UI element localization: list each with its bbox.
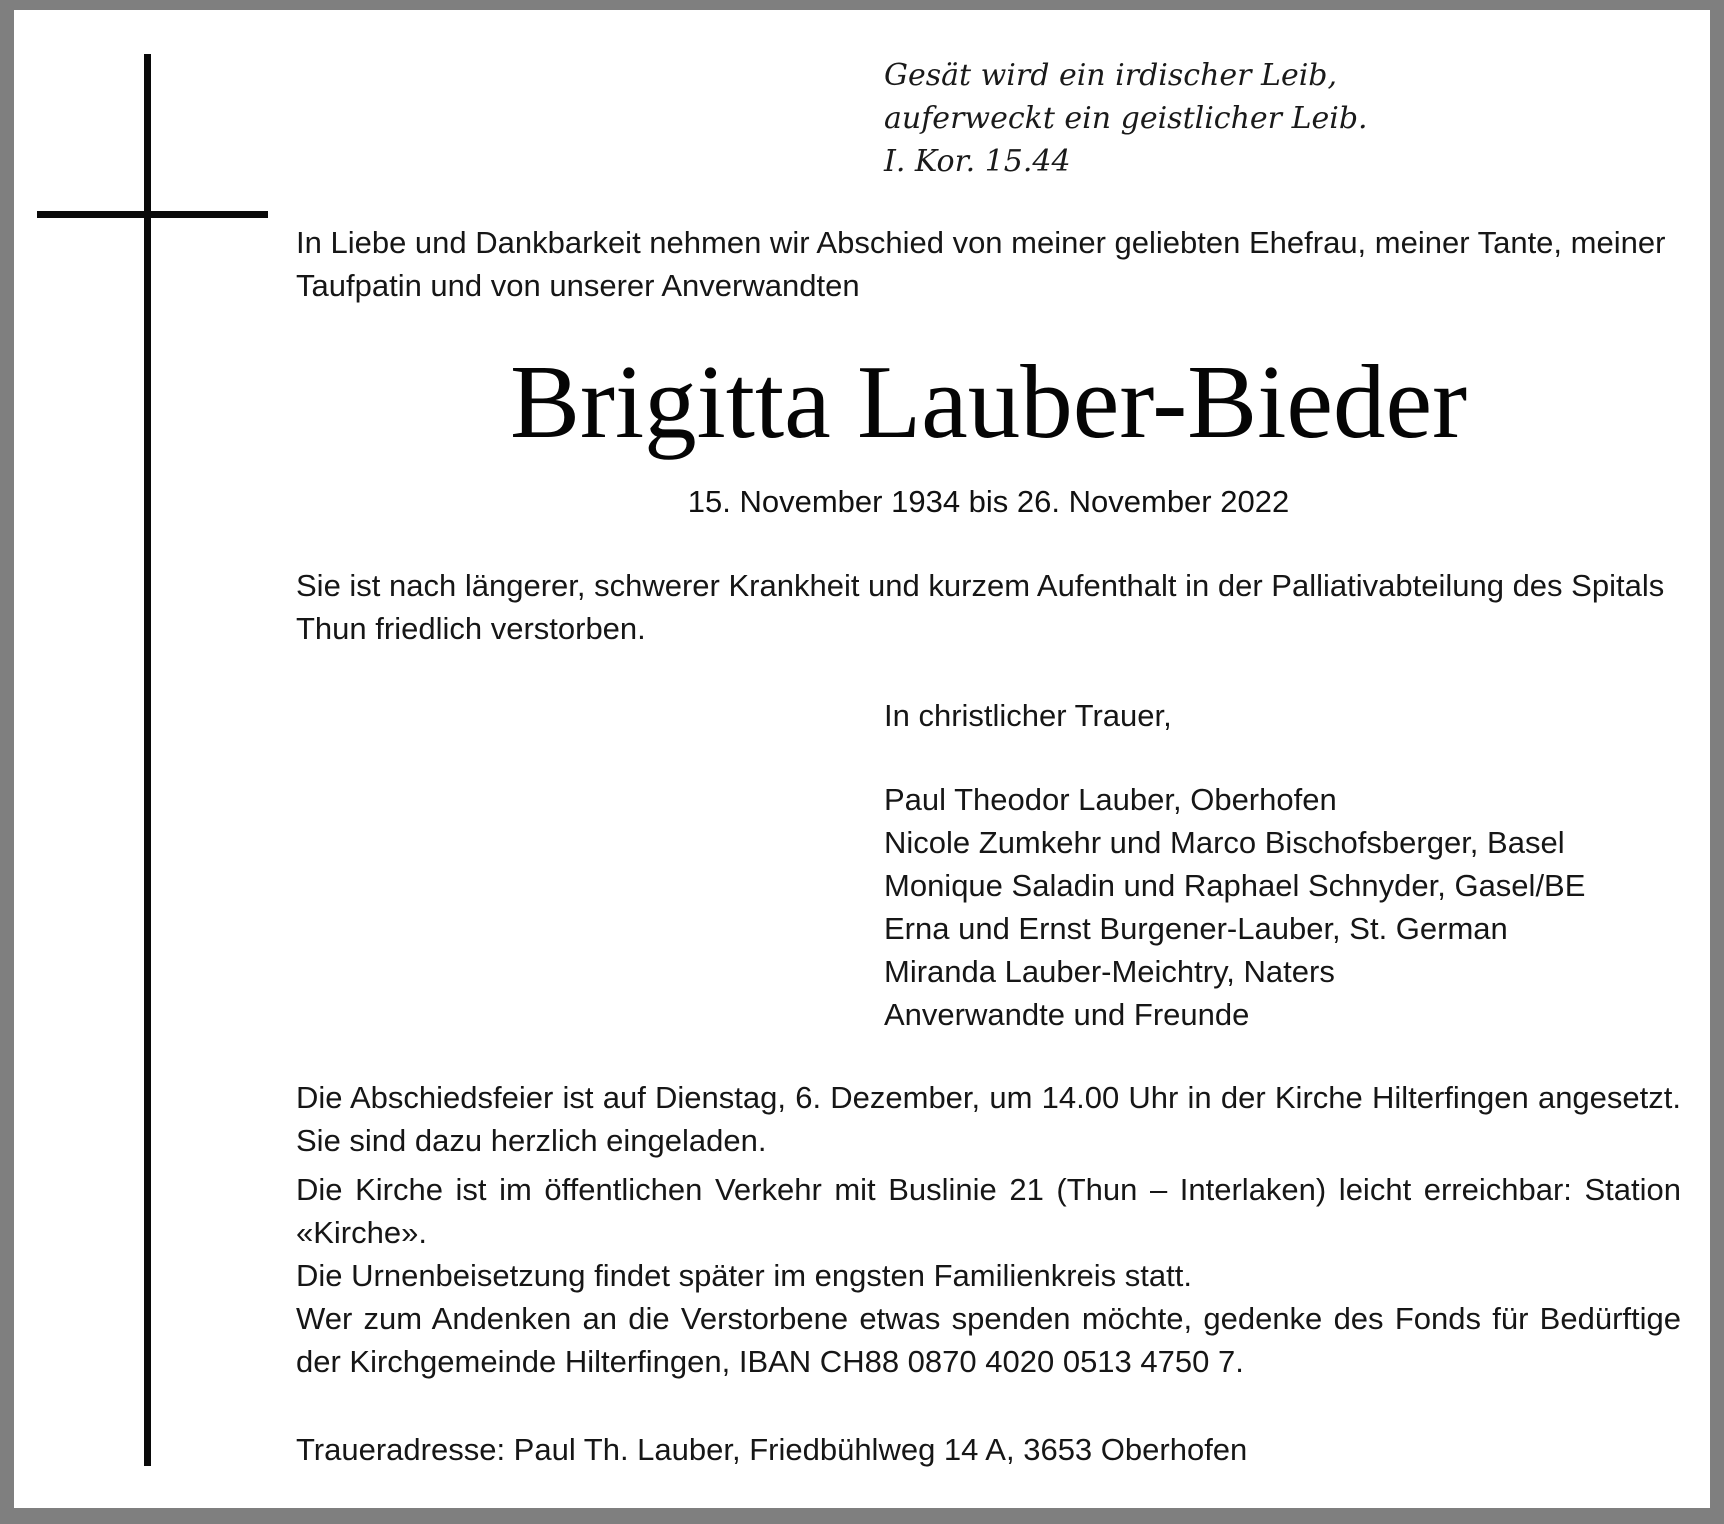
bible-verse-reference: I. Kor. 15.44 <box>884 144 1071 179</box>
obituary-page <box>14 10 1710 1508</box>
ceremony-paragraph: Die Abschiedsfeier ist auf Dienstag, 6. Dezember, um 14.00 Uhr in der Kirche Hilterfingen angesetzt. Sie sind dazu herzlich eingeladen. <box>296 1080 1681 1158</box>
bible-verse-line-2: auferweckt ein geistlicher Leib. <box>884 101 1368 136</box>
cross-icon-horizontal-bar <box>37 211 268 218</box>
donation-paragraph: Wer zum Andenken an die Verstorbene etwas spenden möchte, gedenke des Fonds für Bedürftige der Kirchgemeinde Hilterfingen, IBAN CH88 0870 4020 0513 4750 7. <box>296 1301 1681 1379</box>
mourning-line: In christlicher Trauer, <box>884 698 1172 733</box>
mourner-item: Anverwandte und Freunde <box>884 997 1250 1032</box>
mourner-item: Erna und Ernst Burgener-Lauber, St. German <box>884 911 1508 946</box>
intro-paragraph: In Liebe und Dankbarkeit nehmen wir Abschied von meiner geliebten Ehefrau, meiner Tante, meiner Taufpatin und von unserer Anverwandten <box>296 225 1666 303</box>
cross-icon-vertical-bar <box>144 54 151 1466</box>
mourner-item: Paul Theodor Lauber, Oberhofen <box>884 782 1337 817</box>
passing-paragraph: Sie ist nach längerer, schwerer Krankheit und kurzem Aufenthalt in der Palliativabteilung des Spitals Thun friedlich verstorben. <box>296 568 1665 646</box>
deceased-name: Brigitta Lauber-Bieder <box>509 343 1468 460</box>
life-dates: 15. November 1934 bis 26. November 2022 <box>687 484 1290 519</box>
burial-paragraph: Die Urnenbeisetzung findet später im engsten Familienkreis statt. <box>296 1258 1192 1293</box>
mourner-item: Nicole Zumkehr und Marco Bischofsberger, Basel <box>884 825 1565 860</box>
bible-verse <box>884 54 1444 183</box>
mourning-address: Traueradresse: Paul Th. Lauber, Friedbühlweg 14 A, 3653 Oberhofen <box>296 1432 1248 1467</box>
mourners-list <box>884 778 1585 1036</box>
mourner-item: Miranda Lauber-Meichtry, Naters <box>884 954 1335 989</box>
mourner-item: Monique Saladin und Raphael Schnyder, Gasel/BE <box>884 868 1586 903</box>
bible-verse-line-1: Gesät wird ein irdischer Leib, <box>884 58 1338 93</box>
transport-paragraph: Die Kirche ist im öffentlichen Verkehr mit Buslinie 21 (Thun – Interlaken) leicht erreichbar: Station «Kirche». <box>296 1172 1681 1250</box>
ceremony-info <box>296 1076 1681 1383</box>
